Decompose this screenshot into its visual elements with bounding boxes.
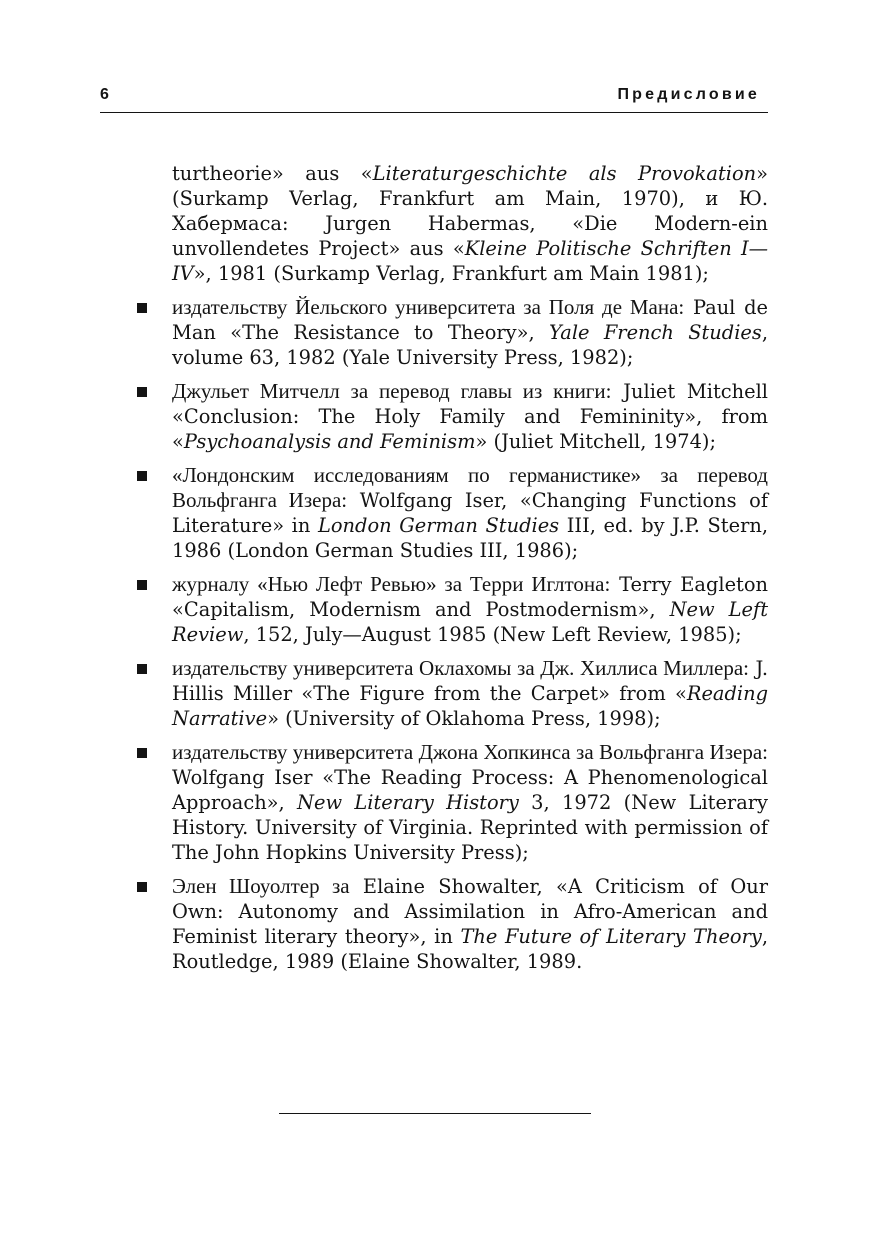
- text-run: Wolfgang Iser «The Reading Process: A Phenomenological Approach»,: [172, 766, 768, 815]
- text-run: Элен Шоуолтер за: [172, 874, 350, 899]
- italic-title: Kleine Politische Schriften I—IV: [172, 237, 768, 286]
- square-bullet-icon: [137, 387, 147, 397]
- list-item: [100, 656, 768, 731]
- text-run: , 152, July—August 1985 (New Left Review, 1985);: [243, 623, 742, 647]
- acknowledgements-list: [100, 295, 768, 974]
- list-item-text: [172, 740, 768, 865]
- text-run: издательству университета Оклахомы за Дж. Хиллиса Миллера:: [172, 656, 749, 681]
- list-item: [100, 740, 768, 865]
- text-run: Elaine Showalter, «A Criticism of Our Own: Autonomy and Assimilation in Afro-American and Feminist literary theory», in: [172, 875, 769, 949]
- text-run: » (University of Oklahoma Press, 1998);: [267, 707, 661, 731]
- text-run: Wolfgang Iser, «Changing Functions of Literature» in: [172, 489, 769, 538]
- list-item-text: [172, 874, 768, 974]
- list-item: [100, 379, 768, 454]
- text-run: » (Surkamp Verlag, Frankfurt am Main, 1970), и Ю. Хабермаса: Jurgen Habermas, «Die Modern-ein unvollendetes Project» aus «: [172, 162, 768, 261]
- text-run: , volume 63, 1982 (Yale University Press, 1982);: [172, 321, 768, 370]
- italic-title: Psychoanalysis and Feminism: [183, 430, 476, 454]
- running-head: [100, 84, 768, 108]
- text-run: III, ed. by J.P. Stern, 1986 (London German Studies III, 1986);: [172, 514, 768, 563]
- text-run: Terry Eagleton «Capitalism, Modernism and Postmodernism»,: [172, 573, 769, 622]
- list-item-text: [172, 379, 768, 454]
- list-item-text: [172, 572, 768, 647]
- square-bullet-icon: [137, 303, 147, 313]
- italic-title: Reading Narrative: [172, 682, 768, 731]
- italic-title: London German Studies: [318, 514, 560, 538]
- square-bullet-icon: [137, 748, 147, 758]
- text-run: » (Juliet Mitchell, 1974);: [475, 430, 717, 454]
- list-item-text: [172, 295, 768, 370]
- text-run: издательству университета Джона Хопкинса за Вольфганга Изера:: [172, 740, 768, 765]
- text-run: Paul de Man «The Resistance to Theory»,: [172, 296, 768, 345]
- square-bullet-icon: [137, 580, 147, 590]
- square-bullet-icon: [137, 882, 147, 892]
- page-number: 6: [100, 86, 109, 103]
- italic-title: New Left Review: [172, 598, 768, 647]
- text-run: Juliet Mitchell «Conclusion: The Holy Family and Femininity», from «: [172, 380, 768, 454]
- section-title: Предисловие: [617, 86, 760, 103]
- text-run: turtheorie» aus «: [172, 162, 373, 186]
- square-bullet-icon: [137, 471, 147, 481]
- italic-title: Yale French Studies: [548, 321, 762, 345]
- text-run: издательству Йельского университета за Поля де Мана:: [172, 295, 685, 320]
- text-run: , Routledge, 1989 (Elaine Showalter, 1989.: [172, 925, 768, 974]
- italic-title: The Future of Literary Theory: [460, 925, 762, 949]
- text-run: Джульет Митчелл за перевод главы из книги:: [172, 379, 612, 404]
- text-run: «Лондонским исследованиям по германистике» за перевод Вольфганга Изера:: [172, 463, 768, 513]
- acknowledgements-text: [100, 142, 768, 983]
- list-item: [100, 463, 768, 563]
- italic-title: New Literary History: [297, 791, 519, 815]
- text-run: журналу «Нью Лефт Ревью» за Терри Иглтона:: [172, 572, 611, 597]
- italic-title: Literaturgeschichte als Provokation: [372, 162, 757, 186]
- continued-paragraph: [172, 161, 768, 286]
- list-item-text: [172, 463, 768, 563]
- text-run: 3, 1972 (New Literary History. University of Virginia. Reprinted with permission of The John Hopkins University Press);: [172, 791, 768, 865]
- square-bullet-icon: [137, 664, 147, 674]
- footnote-separator-rule: [279, 1113, 591, 1114]
- list-item: [100, 874, 768, 974]
- text-run: J. Hillis Miller «The Figure from the Carpet» from «: [172, 657, 768, 706]
- text-run: », 1981 (Surkamp Verlag, Frankfurt am Main 1981);: [193, 262, 709, 286]
- list-item: [100, 572, 768, 647]
- list-item-text: [172, 656, 768, 731]
- header-rule: [100, 112, 768, 113]
- list-item: [100, 295, 768, 370]
